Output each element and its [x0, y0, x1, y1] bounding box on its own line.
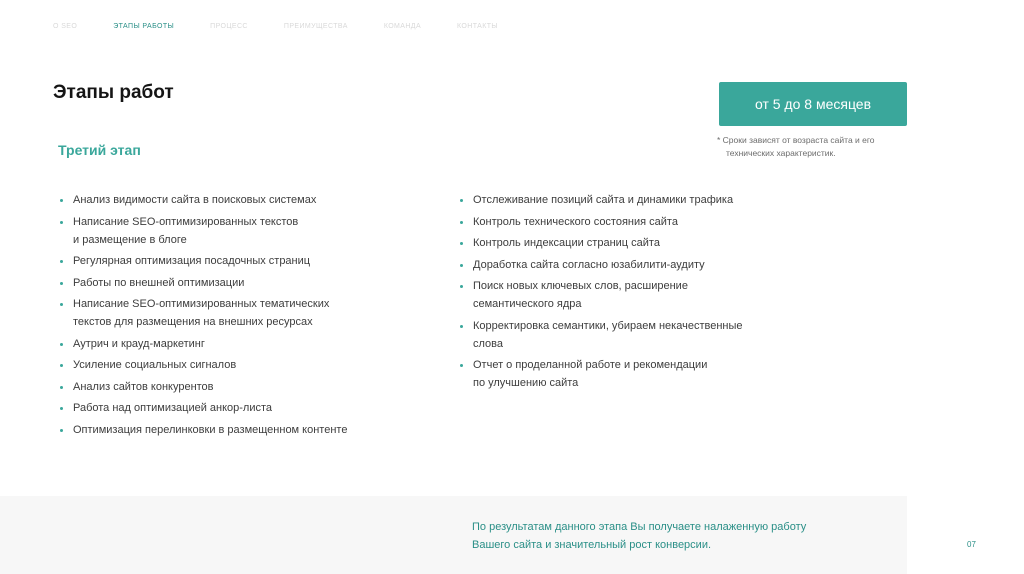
- left-task-list: [58, 191, 418, 442]
- stage-subtitle: Третий этап: [58, 142, 141, 158]
- list-item-text: Написание SEO-оптимизированных текстов: [73, 215, 299, 228]
- nav-item-about-seo[interactable]: О SEO: [53, 23, 78, 30]
- list-item: [458, 234, 818, 252]
- list-item: [58, 399, 418, 417]
- list-item-text: Усиление социальных сигналов: [73, 359, 237, 371]
- list-item: [58, 378, 418, 396]
- list-item-text: Работа над оптимизацией анкор-листа: [73, 402, 273, 414]
- list-item-text: Поиск новых ключевых слов, расширение: [473, 280, 688, 292]
- list-item: [458, 317, 818, 353]
- list-item: [58, 295, 418, 331]
- duration-note-line-1: * Сроки зависят от возраста сайта и его: [717, 135, 875, 145]
- list-item-text: Оптимизация перелинковки в размещенном контенте: [73, 423, 348, 436]
- list-item-text: Регулярная оптимизация посадочных страниц: [73, 255, 311, 267]
- list-item: [58, 356, 418, 374]
- list-item-text: Аутрич и крауд-маркетинг: [73, 337, 205, 350]
- list-item: [58, 191, 418, 209]
- list-item: [58, 335, 418, 353]
- list-item: [58, 252, 418, 270]
- list-item-text: текстов для размещения на внешних ресурсах: [73, 316, 313, 328]
- footer-summary-line-2: Вашего сайта и значительный рост конверсии.: [472, 539, 712, 551]
- list-item-text: слова: [473, 337, 503, 350]
- right-task-list: [458, 191, 818, 396]
- list-item-text: Анализ сайтов конкурентов: [73, 380, 214, 393]
- list-item: [458, 191, 818, 209]
- list-item-text: Корректировка семантики, убираем некачественные: [473, 319, 743, 332]
- nav-item-advantages[interactable]: ПРЕИМУЩЕСТВА: [283, 23, 348, 30]
- list-item: [458, 256, 818, 274]
- list-item-text: Анализ видимости сайта в поисковых системах: [73, 194, 317, 206]
- duration-button[interactable]: от 5 до 8 месяцев: [719, 82, 907, 126]
- list-item-text: Контроль индексации страниц сайта: [473, 237, 660, 249]
- list-item-text: Контроль технического состояния сайта: [473, 215, 678, 228]
- list-item: [458, 356, 818, 392]
- list-item-text: Работы по внешней оптимизации: [73, 276, 245, 289]
- list-item: [58, 421, 418, 439]
- list-item-text: Написание SEO-оптимизированных тематических: [73, 298, 330, 310]
- page-number: 07: [967, 540, 976, 549]
- list-item-text: и размещение в блоге: [73, 233, 187, 246]
- list-item-text: Доработка сайта согласно юзабилити-аудиту: [473, 258, 705, 271]
- nav-item-team[interactable]: КОМАНДА: [383, 23, 422, 30]
- top-nav: [53, 23, 534, 30]
- list-item-text: семантического ядра: [473, 298, 582, 310]
- footer-summary: [472, 518, 892, 554]
- list-item-text: Отчет о проделанной работе и рекомендации: [473, 359, 708, 371]
- nav-item-contacts[interactable]: КОНТАКТЫ: [457, 23, 498, 30]
- page-title: Этапы работ: [53, 82, 174, 103]
- list-item: [58, 213, 418, 249]
- list-item: [458, 213, 818, 231]
- duration-note-line-2: технических характеристик.: [726, 147, 836, 158]
- duration-note: [717, 134, 917, 159]
- list-item: [458, 277, 818, 313]
- nav-item-process[interactable]: ПРОЦЕСС: [210, 23, 248, 30]
- footer-summary-line-1: По результатам данного этапа Вы получаете налаженную работу: [472, 521, 807, 533]
- list-item: [58, 274, 418, 292]
- nav-item-stages[interactable]: ЭТАПЫ РАБОТЫ: [113, 23, 175, 30]
- list-item-text: Отслеживание позиций сайта и динамики трафика: [473, 194, 734, 206]
- list-item-text: по улучшению сайта: [473, 377, 579, 389]
